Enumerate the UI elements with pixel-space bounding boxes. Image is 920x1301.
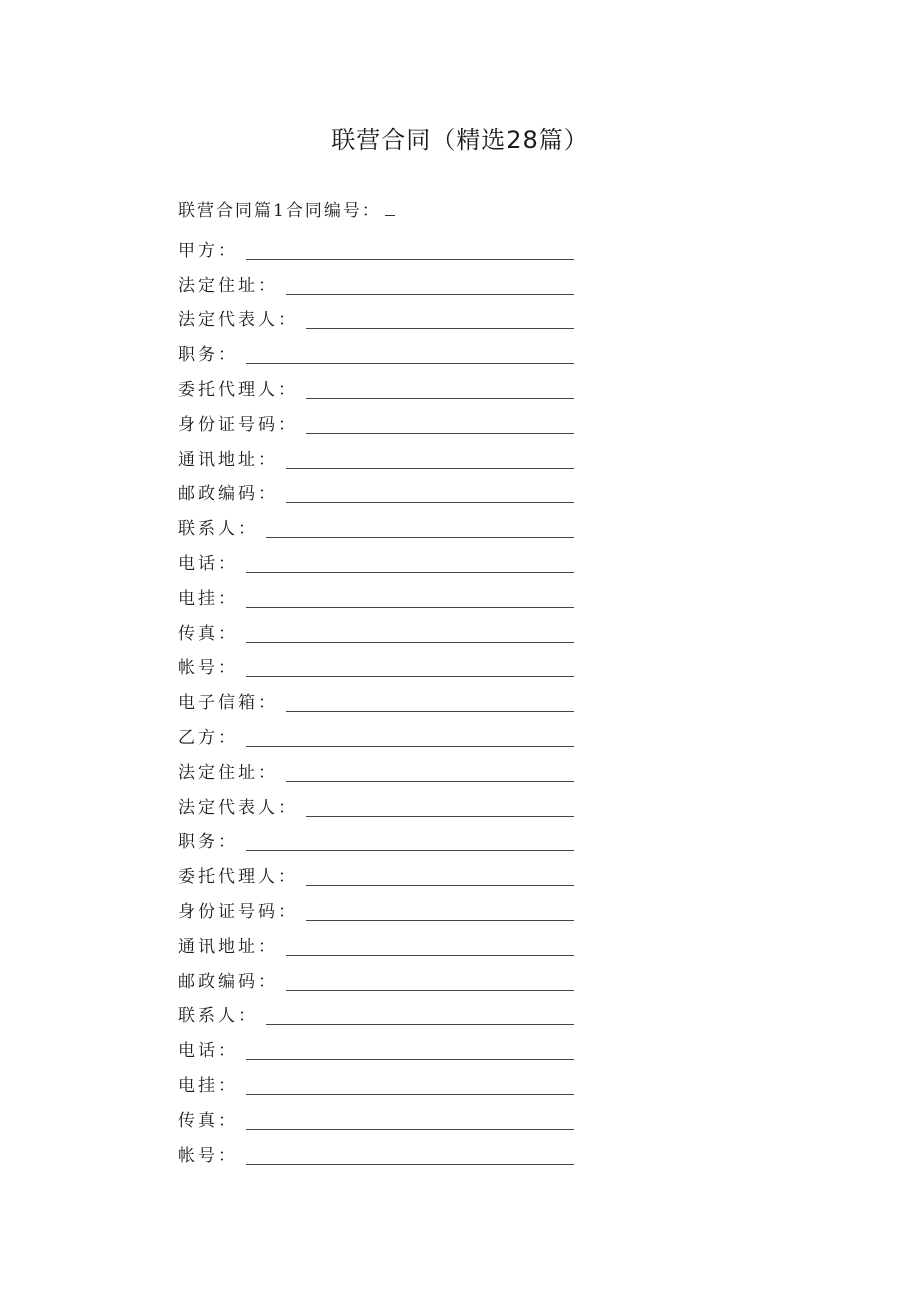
- form-field-row: [178, 1136, 574, 1171]
- form-field-blank-line[interactable]: [246, 675, 574, 677]
- form-field-blank-line[interactable]: [306, 919, 574, 921]
- form-field-row: [178, 544, 574, 579]
- form-field-label: 法定住址：: [178, 275, 278, 296]
- form-field-blank-line[interactable]: [246, 362, 574, 364]
- form-field-label: 帐号：: [178, 1145, 238, 1166]
- form-field-label: 甲方：: [178, 240, 238, 261]
- form-field-row: [178, 962, 574, 997]
- form-field-label: 联系人：: [178, 519, 258, 540]
- form-field-blank-line[interactable]: [286, 501, 574, 503]
- form-field-label: 法定代表人：: [178, 310, 298, 331]
- form-field-row: [178, 301, 574, 336]
- form-field-label: 职务：: [178, 832, 238, 853]
- form-field-label: 邮政编码：: [178, 484, 278, 505]
- form-field-label: 帐号：: [178, 658, 238, 679]
- form-field-row: [178, 788, 574, 823]
- form-field-blank-line[interactable]: [286, 467, 574, 469]
- form-field-blank-line[interactable]: [286, 710, 574, 712]
- form-field-label: 电挂：: [178, 588, 238, 609]
- form-field-blank-line[interactable]: [246, 849, 574, 851]
- form-field-blank-line[interactable]: [286, 293, 574, 295]
- form-field-blank-line[interactable]: [306, 397, 574, 399]
- form-field-label: 通讯地址：: [178, 449, 278, 470]
- form-field-label: 联系人：: [178, 1006, 258, 1027]
- form-field-label: 委托代理人：: [178, 379, 298, 400]
- form-field-row: [178, 823, 574, 858]
- form-field-row: [178, 1101, 574, 1136]
- form-field-label: 传真：: [178, 623, 238, 644]
- form-field-label: 电子信箱：: [178, 693, 278, 714]
- form-field-row: [178, 579, 574, 614]
- form-field-blank-line[interactable]: [246, 1058, 574, 1060]
- form-field-row: [178, 718, 574, 753]
- form-field-blank-line[interactable]: [246, 641, 574, 643]
- form-field-blank-line[interactable]: [306, 432, 574, 434]
- form-field-row: [178, 1031, 574, 1066]
- form-field-blank-line[interactable]: [266, 1023, 574, 1025]
- form-field-label: 乙方：: [178, 727, 238, 748]
- form-field-blank-line[interactable]: [246, 258, 574, 260]
- form-field-label: 通讯地址：: [178, 936, 278, 957]
- form-field-row: [178, 649, 574, 684]
- form-field-blank-line[interactable]: [246, 606, 574, 608]
- form-field-label: 身份证号码：: [178, 901, 298, 922]
- form-field-row: [178, 475, 574, 510]
- form-field-blank-line[interactable]: [246, 745, 574, 747]
- form-field-row: [178, 266, 574, 301]
- contract-intro-line: [178, 198, 395, 224]
- contract-number-blank: [385, 199, 395, 216]
- form-field-label: 法定代表人：: [178, 797, 298, 818]
- form-field-blank-line[interactable]: [286, 954, 574, 956]
- form-field-row: [178, 1066, 574, 1101]
- form-field-row: [178, 892, 574, 927]
- document-title: 联营合同（精选28篇）: [331, 126, 589, 154]
- form-field-row: [178, 370, 574, 405]
- form-field-label: 电挂：: [178, 1075, 238, 1096]
- form-field-label: 身份证号码：: [178, 414, 298, 435]
- form-field-blank-line[interactable]: [246, 571, 574, 573]
- form-field-row: [178, 997, 574, 1032]
- form-field-blank-line[interactable]: [306, 327, 574, 329]
- form-field-blank-line[interactable]: [246, 1128, 574, 1130]
- contract-number-label: 联营合同篇1合同编号：: [178, 201, 381, 221]
- form-field-row: [178, 614, 574, 649]
- form-field-blank-line[interactable]: [246, 1163, 574, 1165]
- form-field-label: 电话：: [178, 1041, 238, 1062]
- form-field-row: [178, 405, 574, 440]
- form-field-row: [178, 509, 574, 544]
- form-field-blank-line[interactable]: [306, 815, 574, 817]
- form-field-label: 委托代理人：: [178, 867, 298, 888]
- form-field-blank-line[interactable]: [246, 1093, 574, 1095]
- party-info-fields: [178, 231, 574, 1171]
- form-field-label: 职务：: [178, 345, 238, 366]
- form-field-label: 传真：: [178, 1110, 238, 1131]
- form-field-blank-line[interactable]: [266, 536, 574, 538]
- form-field-row: [178, 857, 574, 892]
- form-field-label: 电话：: [178, 553, 238, 574]
- form-field-row: [178, 927, 574, 962]
- form-field-row: [178, 683, 574, 718]
- form-field-label: 邮政编码：: [178, 971, 278, 992]
- form-field-label: 法定住址：: [178, 762, 278, 783]
- form-field-row: [178, 231, 574, 266]
- form-field-blank-line[interactable]: [286, 989, 574, 991]
- form-field-blank-line[interactable]: [306, 884, 574, 886]
- form-field-blank-line[interactable]: [286, 780, 574, 782]
- form-field-row: [178, 753, 574, 788]
- form-field-row: [178, 440, 574, 475]
- form-field-row: [178, 335, 574, 370]
